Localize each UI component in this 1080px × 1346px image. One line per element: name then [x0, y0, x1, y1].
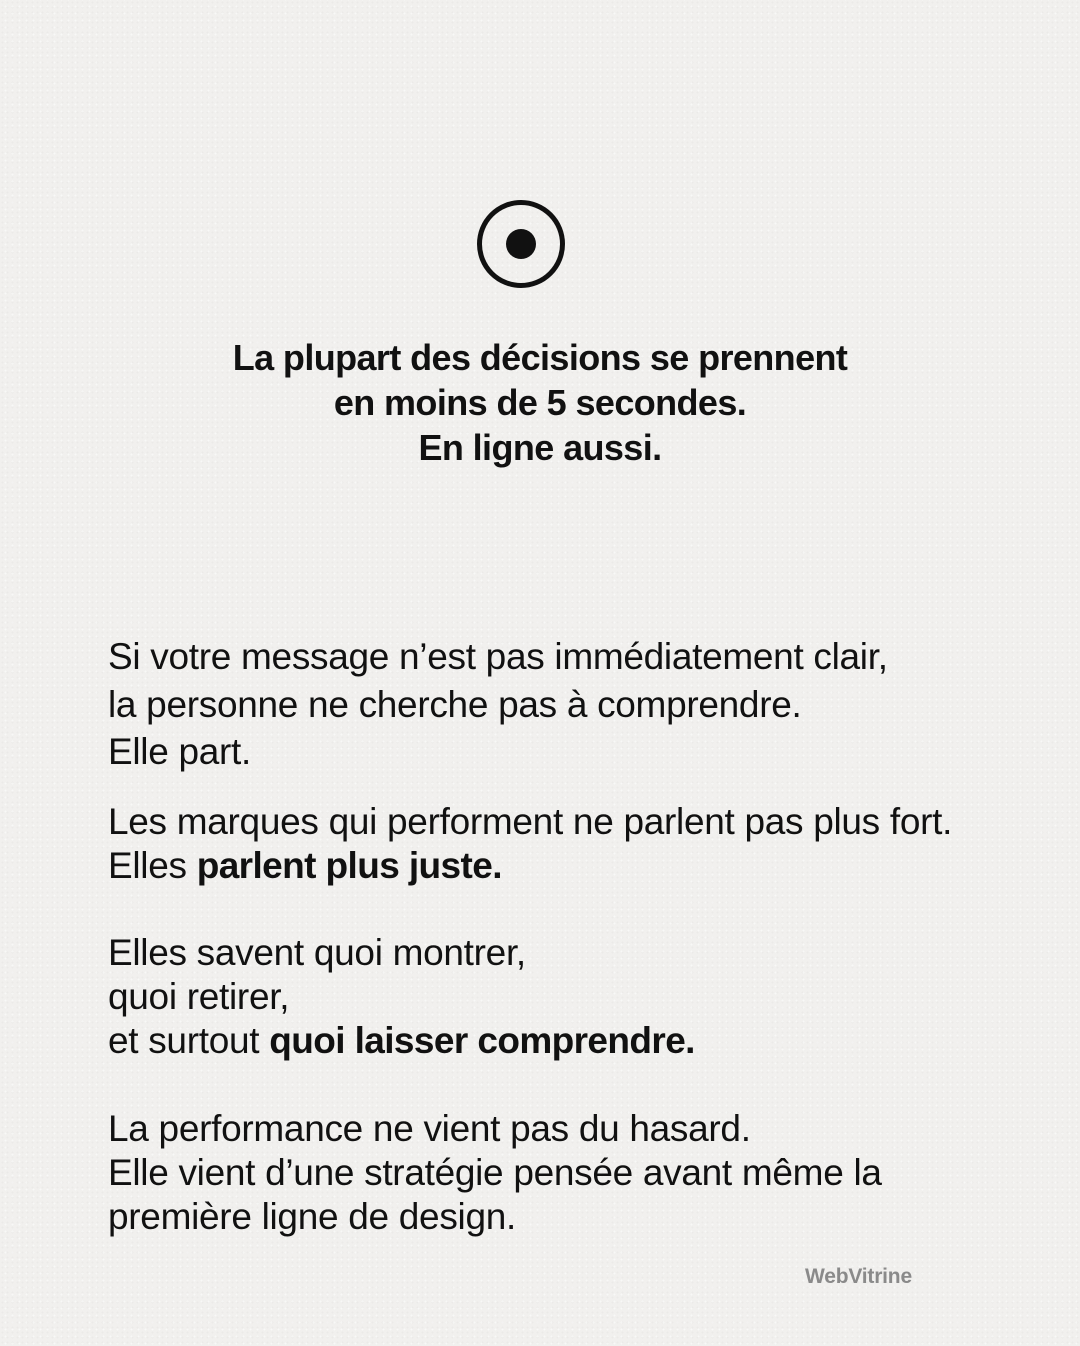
paragraph-line: la personne ne cherche pas à comprendre.: [108, 683, 802, 725]
paragraph-text: et surtout: [108, 1020, 270, 1061]
target-dot-icon: [476, 199, 566, 289]
headline-line: En ligne aussi.: [418, 427, 662, 468]
paragraph-line: [108, 844, 1008, 888]
headline: [0, 335, 1080, 470]
paragraph-line: Si votre message n’est pas immédiatement clair,: [108, 636, 888, 677]
paragraph-intro: [108, 633, 1008, 776]
paragraph-line: [108, 1019, 1008, 1063]
paragraph-line: Elles savent quoi montrer,: [108, 932, 526, 973]
emphasis-text: parlent plus juste.: [196, 845, 502, 886]
brand-signature: WebVitrine: [805, 1265, 912, 1288]
paragraph-text: Elles: [108, 845, 197, 886]
paragraph-line: quoi retirer,: [108, 976, 290, 1017]
paragraph-line: Elle part.: [108, 731, 252, 772]
paragraph-brands: [108, 800, 1008, 888]
emphasis-text: quoi laisser comprendre.: [269, 1020, 695, 1061]
headline-line: en moins de 5 secondes.: [333, 382, 747, 423]
paragraph-line: Elle vient d’une stratégie pensée avant même la: [108, 1152, 882, 1193]
paragraph-line: première ligne de design.: [108, 1196, 516, 1237]
paragraph-performance: [108, 1107, 1008, 1239]
headline-line: La plupart des décisions se prennent: [232, 337, 848, 378]
paragraph-line: La performance ne vient pas du hasard.: [108, 1108, 751, 1149]
paragraph-knowledge: [108, 931, 1008, 1063]
paragraph-line: Les marques qui performent ne parlent pas plus fort.: [108, 801, 953, 842]
